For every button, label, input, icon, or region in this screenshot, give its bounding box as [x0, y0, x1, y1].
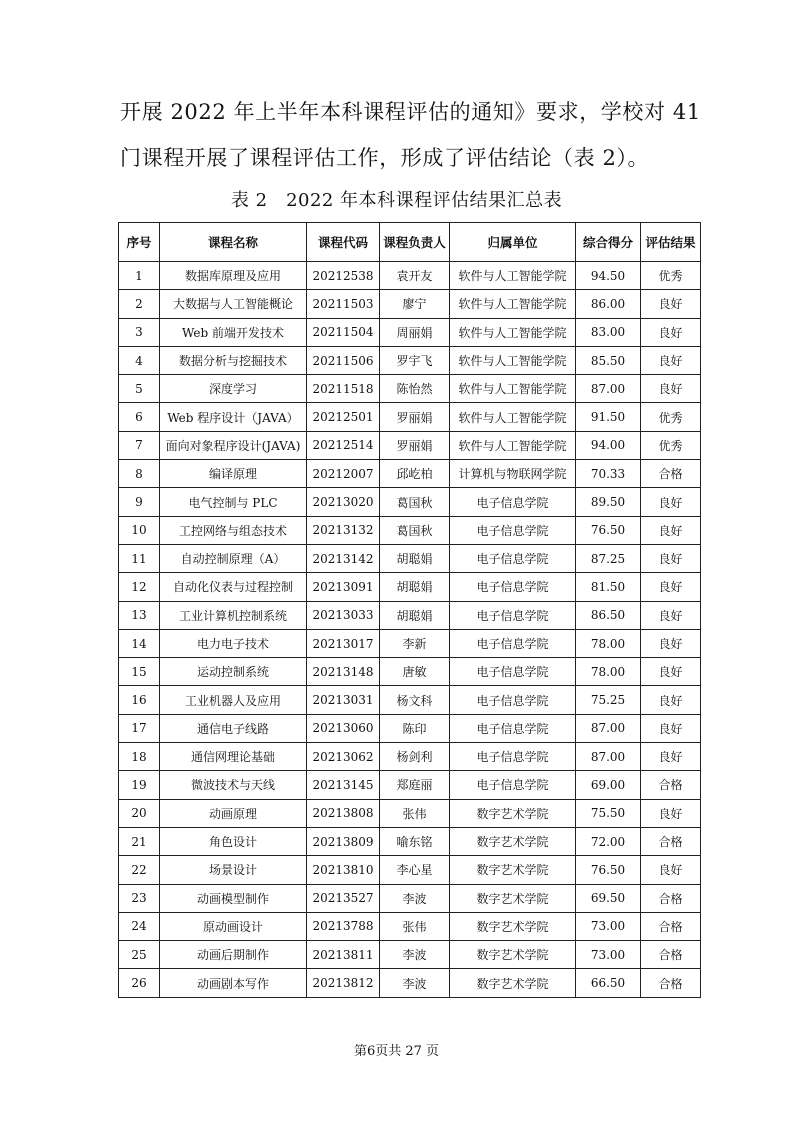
cell-index: 26: [119, 969, 160, 997]
cell-index: 16: [119, 686, 160, 714]
cell-course-lead: 李波: [380, 884, 450, 912]
cell-department: 电子信息学院: [450, 771, 576, 799]
cell-course-name: Web 前端开发技术: [160, 318, 307, 346]
cell-score: 73.00: [576, 912, 641, 940]
cell-course-code: 20212538: [307, 262, 380, 290]
header-result: 评估结果: [641, 223, 701, 262]
cell-index: 14: [119, 629, 160, 657]
cell-index: 13: [119, 601, 160, 629]
cell-result: 良好: [641, 375, 701, 403]
table-row: [119, 658, 701, 686]
cell-course-code: 20213808: [307, 799, 380, 827]
table-row: [119, 941, 701, 969]
cell-score: 87.00: [576, 714, 641, 742]
cell-course-code: 20212501: [307, 403, 380, 431]
cell-course-lead: 唐敏: [380, 658, 450, 686]
cell-score: 66.50: [576, 969, 641, 997]
cell-course-code: 20213017: [307, 629, 380, 657]
table-header-row: [119, 223, 701, 262]
cell-score: 75.25: [576, 686, 641, 714]
cell-result: 良好: [641, 318, 701, 346]
cell-result: 良好: [641, 544, 701, 572]
table-row: [119, 516, 701, 544]
cell-course-code: 20211518: [307, 375, 380, 403]
cell-course-lead: 袁开友: [380, 262, 450, 290]
cell-course-code: 20213091: [307, 573, 380, 601]
cell-course-code: 20213020: [307, 488, 380, 516]
cell-course-name: 动画剧本写作: [160, 969, 307, 997]
cell-result: 良好: [641, 488, 701, 516]
cell-index: 1: [119, 262, 160, 290]
cell-course-lead: 陈怡然: [380, 375, 450, 403]
cell-course-code: 20213031: [307, 686, 380, 714]
cell-result: 合格: [641, 941, 701, 969]
cell-result: 合格: [641, 969, 701, 997]
cell-department: 数字艺术学院: [450, 799, 576, 827]
cell-course-code: 20212514: [307, 431, 380, 459]
cell-course-lead: 李波: [380, 941, 450, 969]
cell-result: 良好: [641, 601, 701, 629]
cell-index: 17: [119, 714, 160, 742]
cell-course-name: 电气控制与 PLC: [160, 488, 307, 516]
cell-course-code: 20213788: [307, 912, 380, 940]
table-body: [119, 262, 701, 998]
cell-index: 21: [119, 827, 160, 855]
cell-course-lead: 郑庭丽: [380, 771, 450, 799]
table-row: [119, 686, 701, 714]
cell-course-name: 微波技术与天线: [160, 771, 307, 799]
table-row: [119, 771, 701, 799]
cell-score: 85.50: [576, 346, 641, 374]
cell-result: 合格: [641, 827, 701, 855]
cell-department: 数字艺术学院: [450, 827, 576, 855]
cell-course-name: 工业机器人及应用: [160, 686, 307, 714]
cell-course-lead: 李新: [380, 629, 450, 657]
cell-course-code: 20212007: [307, 460, 380, 488]
table-row: [119, 969, 701, 997]
header-course-lead: 课程负责人: [380, 223, 450, 262]
cell-course-code: 20213810: [307, 856, 380, 884]
cell-result: 良好: [641, 714, 701, 742]
cell-result: 良好: [641, 290, 701, 318]
cell-course-name: 面向对象程序设计(JAVA): [160, 431, 307, 459]
cell-score: 76.50: [576, 856, 641, 884]
cell-score: 87.00: [576, 743, 641, 771]
cell-department: 电子信息学院: [450, 573, 576, 601]
cell-score: 73.00: [576, 941, 641, 969]
cell-department: 软件与人工智能学院: [450, 431, 576, 459]
cell-index: 9: [119, 488, 160, 516]
cell-course-name: 电力电子技术: [160, 629, 307, 657]
cell-course-code: 20213527: [307, 884, 380, 912]
cell-index: 15: [119, 658, 160, 686]
cell-course-name: 动画模型制作: [160, 884, 307, 912]
table-row: [119, 827, 701, 855]
cell-index: 24: [119, 912, 160, 940]
table-row: [119, 262, 701, 290]
cell-course-code: 20213062: [307, 743, 380, 771]
cell-course-lead: 罗丽娟: [380, 431, 450, 459]
cell-course-code: 20213060: [307, 714, 380, 742]
cell-course-lead: 张伟: [380, 799, 450, 827]
table-row: [119, 856, 701, 884]
cell-department: 数字艺术学院: [450, 856, 576, 884]
table-row: [119, 290, 701, 318]
table-row: [119, 460, 701, 488]
cell-index: 7: [119, 431, 160, 459]
course-evaluation-table: [118, 222, 701, 998]
cell-course-lead: 胡聪娟: [380, 601, 450, 629]
cell-score: 72.00: [576, 827, 641, 855]
table-row: [119, 375, 701, 403]
cell-result: 优秀: [641, 262, 701, 290]
table-row: [119, 714, 701, 742]
cell-course-lead: 葛国秋: [380, 516, 450, 544]
cell-course-name: 运动控制系统: [160, 658, 307, 686]
cell-department: 数字艺术学院: [450, 969, 576, 997]
cell-department: 软件与人工智能学院: [450, 403, 576, 431]
cell-course-code: 20213148: [307, 658, 380, 686]
cell-index: 10: [119, 516, 160, 544]
cell-index: 6: [119, 403, 160, 431]
cell-course-lead: 罗丽娟: [380, 403, 450, 431]
cell-score: 94.00: [576, 431, 641, 459]
cell-result: 良好: [641, 856, 701, 884]
header-course-name: 课程名称: [160, 223, 307, 262]
cell-department: 电子信息学院: [450, 714, 576, 742]
cell-score: 75.50: [576, 799, 641, 827]
cell-course-name: 编译原理: [160, 460, 307, 488]
cell-department: 软件与人工智能学院: [450, 290, 576, 318]
cell-department: 数字艺术学院: [450, 941, 576, 969]
cell-course-lead: 胡聪娟: [380, 573, 450, 601]
cell-score: 86.00: [576, 290, 641, 318]
header-course-code: 课程代码: [307, 223, 380, 262]
cell-course-name: 工控网络与组态技术: [160, 516, 307, 544]
cell-department: 数字艺术学院: [450, 912, 576, 940]
cell-score: 91.50: [576, 403, 641, 431]
cell-course-lead: 杨文科: [380, 686, 450, 714]
table-row: [119, 573, 701, 601]
cell-course-name: 深度学习: [160, 375, 307, 403]
cell-result: 合格: [641, 912, 701, 940]
cell-department: 电子信息学院: [450, 516, 576, 544]
cell-score: 76.50: [576, 516, 641, 544]
cell-course-lead: 葛国秋: [380, 488, 450, 516]
cell-course-name: 通信电子线路: [160, 714, 307, 742]
cell-score: 69.00: [576, 771, 641, 799]
cell-index: 12: [119, 573, 160, 601]
cell-course-name: 原动画设计: [160, 912, 307, 940]
cell-index: 20: [119, 799, 160, 827]
table-row: [119, 743, 701, 771]
cell-department: 电子信息学院: [450, 488, 576, 516]
table-row: [119, 884, 701, 912]
cell-score: 78.00: [576, 629, 641, 657]
cell-result: 良好: [641, 799, 701, 827]
cell-result: 良好: [641, 573, 701, 601]
cell-department: 软件与人工智能学院: [450, 346, 576, 374]
cell-department: 电子信息学院: [450, 544, 576, 572]
cell-department: 电子信息学院: [450, 601, 576, 629]
cell-index: 2: [119, 290, 160, 318]
cell-index: 3: [119, 318, 160, 346]
cell-course-name: 动画后期制作: [160, 941, 307, 969]
table-row: [119, 488, 701, 516]
page-number: 第6页共 27 页: [353, 1044, 440, 1059]
cell-score: 69.50: [576, 884, 641, 912]
cell-course-lead: 胡聪娟: [380, 544, 450, 572]
cell-course-name: 自动控制原理（A）: [160, 544, 307, 572]
table-row: [119, 318, 701, 346]
intro-paragraph-line-2: 门课程开展了课程评估工作，形成了评估结论（表 2）。: [120, 146, 650, 170]
cell-course-name: 自动化仪表与过程控制: [160, 573, 307, 601]
cell-course-code: 20213809: [307, 827, 380, 855]
cell-course-name: 场景设计: [160, 856, 307, 884]
cell-index: 19: [119, 771, 160, 799]
cell-result: 合格: [641, 884, 701, 912]
header-department: 归属单位: [450, 223, 576, 262]
cell-course-code: 20211506: [307, 346, 380, 374]
cell-result: 良好: [641, 629, 701, 657]
cell-course-lead: 罗宇飞: [380, 346, 450, 374]
cell-result: 优秀: [641, 403, 701, 431]
cell-department: 电子信息学院: [450, 658, 576, 686]
table-row: [119, 544, 701, 572]
cell-course-code: 20213812: [307, 969, 380, 997]
cell-course-code: 20211504: [307, 318, 380, 346]
cell-score: 87.25: [576, 544, 641, 572]
cell-course-name: 通信网理论基础: [160, 743, 307, 771]
cell-result: 合格: [641, 460, 701, 488]
cell-result: 良好: [641, 516, 701, 544]
cell-result: 良好: [641, 743, 701, 771]
cell-course-code: 20211503: [307, 290, 380, 318]
cell-course-lead: 廖宁: [380, 290, 450, 318]
table-caption: 表 2 2022 年本科课程评估结果汇总表: [230, 190, 563, 211]
header-score: 综合得分: [576, 223, 641, 262]
cell-course-name: Web 程序设计（JAVA）: [160, 403, 307, 431]
table-row: [119, 601, 701, 629]
table-row: [119, 629, 701, 657]
cell-course-lead: 张伟: [380, 912, 450, 940]
cell-result: 良好: [641, 658, 701, 686]
cell-result: 合格: [641, 771, 701, 799]
header-index: 序号: [119, 223, 160, 262]
cell-course-code: 20213132: [307, 516, 380, 544]
cell-course-name: 动画原理: [160, 799, 307, 827]
cell-score: 78.00: [576, 658, 641, 686]
cell-score: 70.33: [576, 460, 641, 488]
cell-index: 25: [119, 941, 160, 969]
table-row: [119, 912, 701, 940]
cell-course-name: 数据库原理及应用: [160, 262, 307, 290]
cell-score: 83.00: [576, 318, 641, 346]
cell-index: 22: [119, 856, 160, 884]
cell-index: 18: [119, 743, 160, 771]
cell-course-lead: 周丽娟: [380, 318, 450, 346]
cell-course-lead: 邱屹柏: [380, 460, 450, 488]
cell-course-code: 20213811: [307, 941, 380, 969]
cell-department: 软件与人工智能学院: [450, 262, 576, 290]
cell-department: 计算机与物联网学院: [450, 460, 576, 488]
cell-score: 81.50: [576, 573, 641, 601]
table-row: [119, 403, 701, 431]
cell-department: 数字艺术学院: [450, 884, 576, 912]
cell-score: 86.50: [576, 601, 641, 629]
cell-department: 软件与人工智能学院: [450, 318, 576, 346]
cell-course-lead: 李波: [380, 969, 450, 997]
cell-score: 94.50: [576, 262, 641, 290]
table-row: [119, 431, 701, 459]
cell-course-name: 大数据与人工智能概论: [160, 290, 307, 318]
cell-index: 4: [119, 346, 160, 374]
cell-score: 89.50: [576, 488, 641, 516]
cell-result: 优秀: [641, 431, 701, 459]
cell-department: 电子信息学院: [450, 743, 576, 771]
cell-course-lead: 杨剑利: [380, 743, 450, 771]
cell-index: 5: [119, 375, 160, 403]
cell-course-code: 20213142: [307, 544, 380, 572]
cell-course-name: 数据分析与挖掘技术: [160, 346, 307, 374]
cell-department: 软件与人工智能学院: [450, 375, 576, 403]
cell-course-lead: 陈印: [380, 714, 450, 742]
cell-course-lead: 李心星: [380, 856, 450, 884]
cell-index: 11: [119, 544, 160, 572]
cell-course-lead: 喻东铭: [380, 827, 450, 855]
intro-paragraph-line-1: 开展 2022 年上半年本科课程评估的通知》要求，学校对 41: [120, 100, 701, 124]
cell-result: 良好: [641, 686, 701, 714]
table-row: [119, 799, 701, 827]
cell-course-code: 20213033: [307, 601, 380, 629]
cell-course-code: 20213145: [307, 771, 380, 799]
cell-course-name: 角色设计: [160, 827, 307, 855]
cell-course-name: 工业计算机控制系统: [160, 601, 307, 629]
cell-score: 87.00: [576, 375, 641, 403]
cell-index: 23: [119, 884, 160, 912]
cell-department: 电子信息学院: [450, 629, 576, 657]
cell-index: 8: [119, 460, 160, 488]
cell-department: 电子信息学院: [450, 686, 576, 714]
cell-result: 良好: [641, 346, 701, 374]
table-row: [119, 346, 701, 374]
